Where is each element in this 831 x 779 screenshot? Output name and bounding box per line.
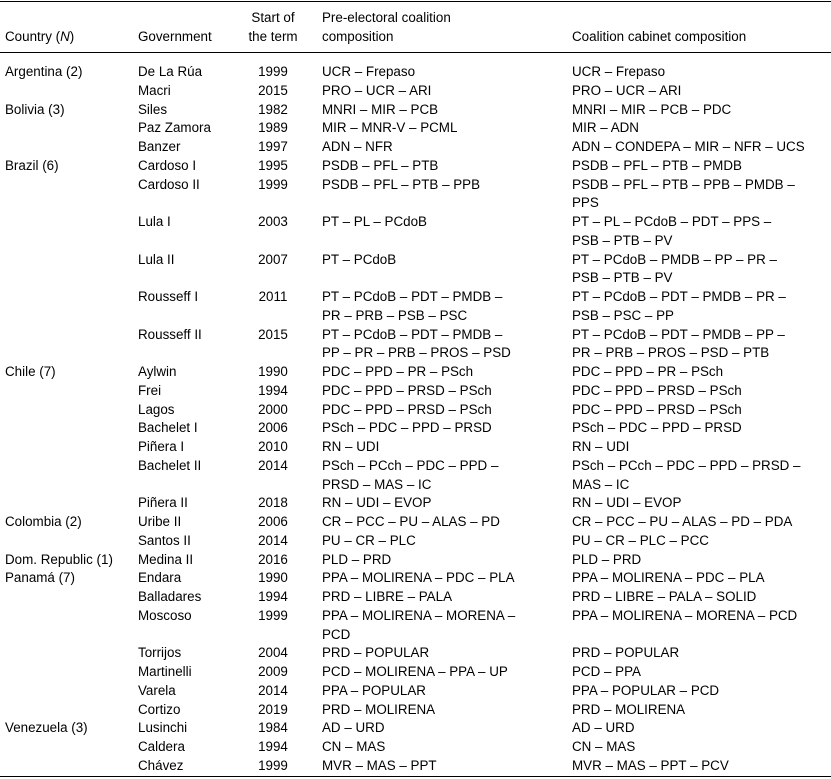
pre-electoral-cell: PU – CR – PLC (322, 533, 416, 548)
pre-electoral-cell: PDC – PPD – PRSD – PSch (322, 383, 492, 398)
pre-electoral-cell: PRD – MOLIRENA (322, 702, 436, 717)
start-cell: 1999 (258, 758, 288, 773)
cabinet-cell: MVR – MAS – PPT – PCV (572, 758, 729, 773)
pre-electoral-cell: PCD (322, 627, 351, 642)
start-cell: 1997 (258, 139, 288, 154)
pre-electoral-cell: PT – PCdoB (322, 252, 397, 267)
pre-electoral-cell: PT – PL – PCdoB (322, 214, 427, 229)
government-cell: Endara (138, 570, 182, 585)
start-cell: 1982 (258, 102, 288, 117)
cabinet-cell: PDC – PPD – PRSD – PSch (572, 383, 742, 398)
header-start-line1: Start of (251, 10, 295, 25)
cabinet-cell: PT – PCdoB – PDT – PMDB – PP – (572, 327, 785, 342)
cabinet-cell: PSch – PCch – PDC – PPD – PRSD – (572, 458, 801, 473)
pre-electoral-cell: UCR – Frepaso (322, 64, 416, 79)
government-cell: Piñera I (138, 439, 185, 454)
country-cell: Venezuela (3) (5, 720, 88, 735)
start-cell: 2019 (258, 702, 288, 717)
government-cell: Caldera (138, 739, 185, 754)
start-cell: 1990 (258, 364, 288, 379)
pre-electoral-cell: PDC – PPD – PRSD – PSch (322, 402, 492, 417)
government-cell: Bachelet I (138, 420, 198, 435)
cabinet-cell: MAS – IC (572, 477, 630, 492)
cabinet-cell: PCD – PPA (572, 664, 641, 679)
start-cell: 2007 (258, 252, 288, 267)
start-cell: 2016 (258, 552, 288, 567)
header-rule (0, 52, 831, 53)
cabinet-cell: PPA – POPULAR – PCD (572, 683, 720, 698)
start-cell: 2010 (258, 439, 288, 454)
pre-electoral-cell: PRD – POPULAR (322, 645, 430, 660)
start-cell: 2006 (258, 514, 288, 529)
country-cell: Chile (7) (5, 364, 56, 379)
cabinet-cell: ADN – CONDEPA – MIR – NFR – UCS (572, 139, 805, 154)
pre-electoral-cell: MIR – MNR-V – PCML (322, 120, 458, 135)
government-cell: Moscoso (138, 608, 192, 623)
cabinet-cell: MIR – ADN (572, 120, 639, 135)
start-cell: 2015 (258, 327, 288, 342)
pre-electoral-cell: PSch – PCch – PDC – PPD – (322, 458, 499, 473)
cabinet-cell: PPS (572, 195, 599, 210)
start-cell: 1999 (258, 64, 288, 79)
government-cell: Uribe II (138, 514, 182, 529)
government-cell: Torrijos (138, 645, 182, 660)
cabinet-cell: PDC – PPD – PR – PSch (572, 364, 724, 379)
government-cell: Frei (138, 383, 162, 398)
start-cell: 2000 (258, 402, 288, 417)
government-cell: Bachelet II (138, 458, 202, 473)
cabinet-cell: RN – UDI – EVOP (572, 495, 682, 510)
cabinet-cell: PSB – PSC – PP (572, 308, 674, 323)
government-cell: Balladares (138, 589, 202, 604)
cabinet-cell: PT – PCdoB – PMDB – PP – PR – (572, 252, 777, 267)
government-cell: Paz Zamora (138, 120, 211, 135)
cabinet-cell: CR – PCC – PU – ALAS – PD – PDA (572, 514, 793, 529)
government-cell: Chávez (138, 758, 184, 773)
pre-electoral-cell: PCD – MOLIRENA – PPA – UP (322, 664, 508, 679)
pre-electoral-cell: CN – MAS (322, 739, 386, 754)
pre-electoral-cell: RN – UDI (322, 439, 380, 454)
pre-electoral-cell: PPA – POPULAR (322, 683, 426, 698)
government-cell: Lusinchi (138, 720, 188, 735)
cabinet-cell: PT – PL – PCdoB – PDT – PPS – (572, 214, 772, 229)
header-government: Government (138, 29, 212, 44)
government-cell: Medina II (138, 552, 194, 567)
pre-electoral-cell: PP – PR – PRB – PROS – PSD (322, 345, 511, 360)
cabinet-cell: PRD – POPULAR (572, 645, 680, 660)
start-cell: 1994 (258, 383, 288, 398)
cabinet-cell: PSDB – PFL – PTB – PMDB (572, 158, 742, 173)
pre-electoral-cell: PRO – UCR – ARI (322, 83, 432, 98)
start-cell: 2009 (258, 664, 288, 679)
pre-electoral-cell: PR – PRB – PSB – PSC (322, 308, 468, 323)
start-cell: 1990 (258, 570, 288, 585)
country-cell: Argentina (2) (5, 64, 83, 79)
government-cell: Banzer (138, 139, 181, 154)
pre-electoral-cell: AD – URD (322, 720, 385, 735)
header-pre-line1: Pre-electoral coalition (322, 10, 451, 25)
pre-electoral-cell: PT – PCdoB – PDT – PMDB – (322, 289, 503, 304)
government-cell: Macri (138, 83, 171, 98)
start-cell: 1995 (258, 158, 288, 173)
government-cell: Lula II (138, 252, 175, 267)
pre-electoral-cell: PSDB – PFL – PTB – PPB (322, 177, 481, 192)
pre-electoral-cell: PSDB – PFL – PTB (322, 158, 439, 173)
government-cell: Lula I (138, 214, 171, 229)
cabinet-cell: MNRI – MIR – PCB – PDC (572, 102, 732, 117)
government-cell: Cardoso I (138, 158, 197, 173)
pre-electoral-cell: PDC – PPD – PR – PSch (322, 364, 474, 379)
pre-electoral-cell: ADN – NFR (322, 139, 393, 154)
government-cell: Martinelli (138, 664, 192, 679)
start-cell: 2011 (258, 289, 288, 304)
cabinet-cell: PLD – PRD (572, 552, 642, 567)
pre-electoral-cell: RN – UDI – EVOP (322, 495, 432, 510)
cabinet-cell: PSB – PTB – PV (572, 233, 673, 248)
government-cell: Cardoso II (138, 177, 200, 192)
cabinet-cell: PRO – UCR – ARI (572, 83, 682, 98)
country-cell: Dom. Republic (1) (5, 552, 113, 567)
cabinet-cell: PRD – MOLIRENA (572, 702, 686, 717)
start-cell: 1984 (258, 720, 288, 735)
header-country: Country (N) (5, 29, 75, 44)
pre-electoral-cell: PPA – MOLIRENA – MORENA – (322, 608, 516, 623)
country-cell: Colombia (2) (5, 514, 82, 529)
pre-electoral-cell: MNRI – MIR – PCB (322, 102, 439, 117)
start-cell: 1989 (258, 120, 288, 135)
pre-electoral-cell: MVR – MAS – PPT (322, 758, 437, 773)
government-cell: Santos II (138, 533, 191, 548)
start-cell: 2014 (258, 683, 288, 698)
government-cell: Varela (138, 683, 176, 698)
cabinet-cell: PR – PRB – PROS – PSD – PTB (572, 345, 770, 360)
header-start-line2: the term (248, 29, 298, 44)
header-pre-line2: composition (322, 29, 394, 44)
government-cell: Piñera II (138, 495, 188, 510)
start-cell: 2014 (258, 458, 288, 473)
cabinet-cell: PPA – MOLIRENA – MORENA – PCD (572, 608, 798, 623)
start-cell: 2006 (258, 420, 288, 435)
cabinet-cell: PRD – LIBRE – PALA – SOLID (572, 589, 757, 604)
government-cell: Rousseff II (138, 327, 202, 342)
start-cell: 1999 (258, 177, 288, 192)
pre-electoral-cell: PSch – PDC – PPD – PRSD (322, 420, 492, 435)
pre-electoral-cell: PRSD – MAS – IC (322, 477, 432, 492)
government-cell: Cortizo (138, 702, 181, 717)
cabinet-cell: PPA – MOLIRENA – PDC – PLA (572, 570, 765, 585)
government-cell: Rousseff I (138, 289, 199, 304)
start-cell: 1994 (258, 589, 288, 604)
pre-electoral-cell: PT – PCdoB – PDT – PMDB – (322, 327, 503, 342)
government-cell: Lagos (138, 402, 175, 417)
start-cell: 1999 (258, 608, 288, 623)
pre-electoral-cell: CR – PCC – PU – ALAS – PD (322, 514, 500, 529)
top-rule (0, 1, 831, 2)
cabinet-cell: UCR – Frepaso (572, 64, 666, 79)
pre-electoral-cell: PRD – LIBRE – PALA (322, 589, 452, 604)
government-cell: De La Rúa (138, 64, 203, 79)
country-cell: Bolivia (3) (5, 102, 65, 117)
country-cell: Brazil (6) (5, 158, 59, 173)
government-cell: Aylwin (138, 364, 177, 379)
header-cabinet: Coalition cabinet composition (572, 29, 747, 44)
cabinet-cell: PSB – PTB – PV (572, 270, 673, 285)
cabinet-cell: PU – CR – PLC – PCC (572, 533, 709, 548)
pre-electoral-cell: PLD – PRD (322, 552, 392, 567)
cabinet-cell: PSDB – PFL – PTB – PPB – PMDB – (572, 177, 795, 192)
cabinet-cell: PSch – PDC – PPD – PRSD (572, 420, 742, 435)
cabinet-cell: RN – UDI (572, 439, 630, 454)
cabinet-cell: AD – URD (572, 720, 635, 735)
start-cell: 2015 (258, 83, 288, 98)
start-cell: 2004 (258, 645, 288, 660)
start-cell: 1994 (258, 739, 288, 754)
cabinet-cell: PDC – PPD – PRSD – PSch (572, 402, 742, 417)
pre-electoral-cell: PPA – MOLIRENA – PDC – PLA (322, 570, 515, 585)
cabinet-cell: PT – PCdoB – PDT – PMDB – PR – (572, 289, 786, 304)
government-cell: Siles (138, 102, 168, 117)
start-cell: 2018 (258, 495, 288, 510)
country-cell: Panamá (7) (5, 570, 75, 585)
start-cell: 2014 (258, 533, 288, 548)
bottom-rule (0, 776, 831, 777)
cabinet-cell: CN – MAS (572, 739, 636, 754)
start-cell: 2003 (258, 214, 288, 229)
